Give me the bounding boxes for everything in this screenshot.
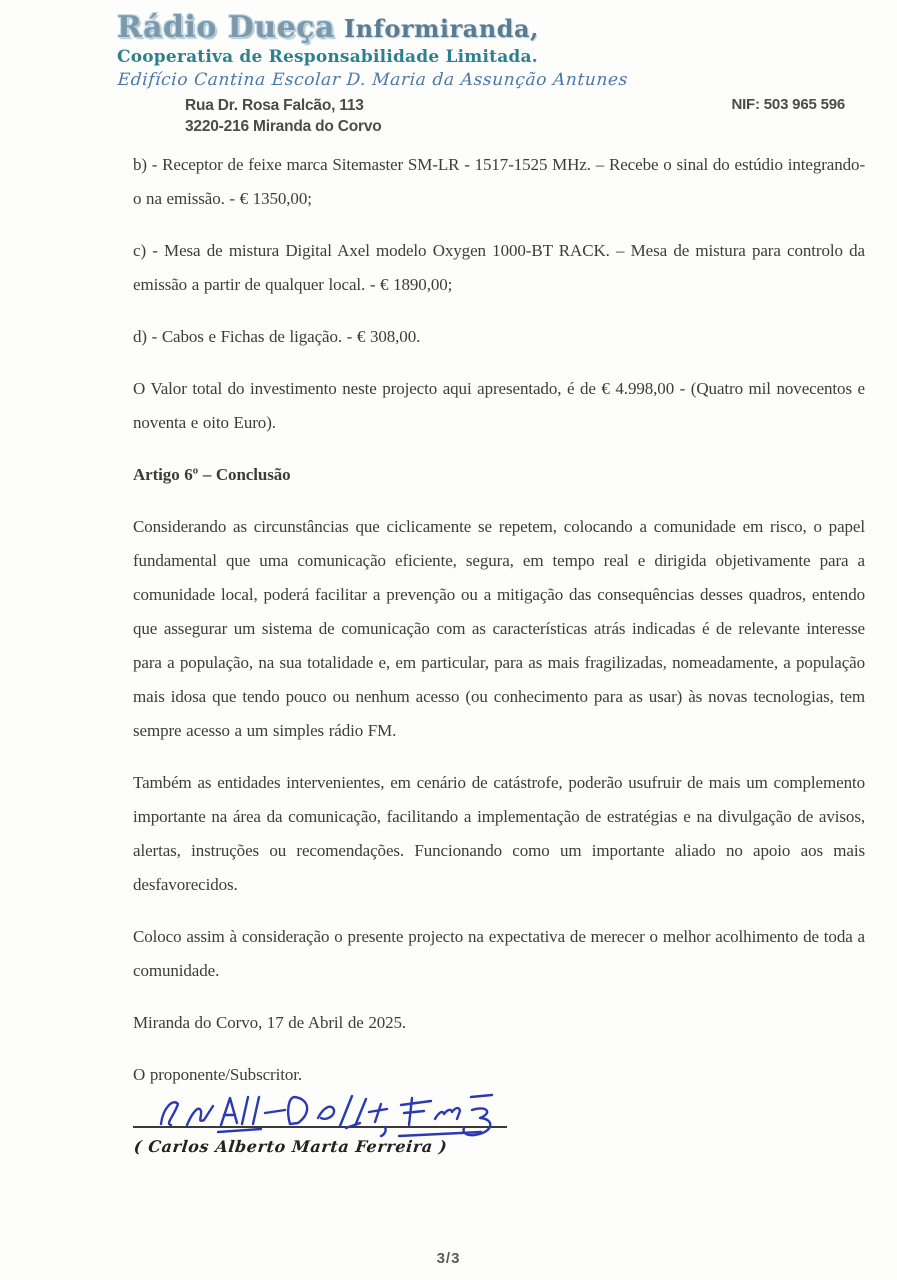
article-6-heading: Artigo 6º – Conclusão	[133, 465, 291, 484]
conclusion-paragraph-2: Também as entidades intervenientes, em cenário de catástrofe, poderão usufruir de mais um complemento importante na área da comunicação, facilitando a implementação de estratégias e na divulgação de avisos, alertas, instruções ou recomendações. Funcionando como um importante aliado no apoio aos mais desfavorecidos.	[133, 773, 865, 894]
nif-number: NIF: 503 965 596	[731, 96, 845, 113]
item-d: d) - Cabos e Fichas de ligação. - € 308,00.	[133, 327, 421, 346]
building-line: Edifício Cantina Escolar D. Maria da Assunção Antunes	[117, 69, 629, 90]
brand-suffix: Informiranda,	[335, 14, 539, 43]
signature-line	[133, 1126, 507, 1128]
signature-icon	[147, 1084, 519, 1140]
document-body	[133, 148, 865, 1156]
item-b: b) - Receptor de feixe marca Sitemaster SM-LR - 1517-1525 MHz. – Recebe o sinal do estúdio integrando-o na emissão. - € 1350,00;	[133, 155, 865, 208]
address-line-2: 3220-216 Miranda do Corvo	[185, 117, 382, 135]
total-paragraph: O Valor total do investimento neste projecto aqui apresentado, é de € 4.998,00 - (Quatro mil novecentos e noventa e oito Euro).	[133, 379, 865, 432]
address-line-1: Rua Dr. Rosa Falcão, 113	[185, 96, 364, 114]
brand-title	[117, 12, 847, 44]
signatory-label: O proponente/Subscritor.	[133, 1065, 303, 1084]
signature-block	[133, 1084, 553, 1156]
closing-paragraph: Coloco assim à consideração o presente projecto na expectativa de merecer o melhor acolhimento de toda a comunidade.	[133, 927, 865, 980]
brand-name: Rádio Dueça	[117, 10, 336, 45]
cooperative-line: Cooperativa de Responsabilidade Limitada.	[117, 46, 538, 67]
letterhead	[117, 12, 847, 137]
conclusion-paragraph-1: Considerando as circunstâncias que ciclicamente se repetem, colocando a comunidade em risco, o papel fundamental que uma comunicação eficiente, segura, em tempo real e dirigida objetivamente para a comunidade local, poderá facilitar a prevenção ou a mitigação das consequências desses quadros, entendo que assegurar um sistema de comunicação com as características atrás indicadas é de relevante interesse para a população, na sua totalidade e, em particular, para as mais fragilizadas, nomeadamente, a população mais idosa que tendo pouco ou nenhum acesso (ou conhecimento para as usar) às novas tecnologias, tem sempre acesso a um simples rádio FM.	[133, 517, 865, 740]
signature-printed-name: ( Carlos Alberto Marta Ferreira )	[133, 1137, 449, 1156]
place-date: Miranda do Corvo, 17 de Abril de 2025.	[133, 1013, 407, 1032]
page-footer	[0, 1250, 897, 1268]
item-c: c) - Mesa de mistura Digital Axel modelo Oxygen 1000-BT RACK. – Mesa de mistura para controlo da emissão a partir de qualquer local. - € 1890,00;	[133, 241, 865, 294]
page-number: 3/3	[436, 1250, 461, 1267]
